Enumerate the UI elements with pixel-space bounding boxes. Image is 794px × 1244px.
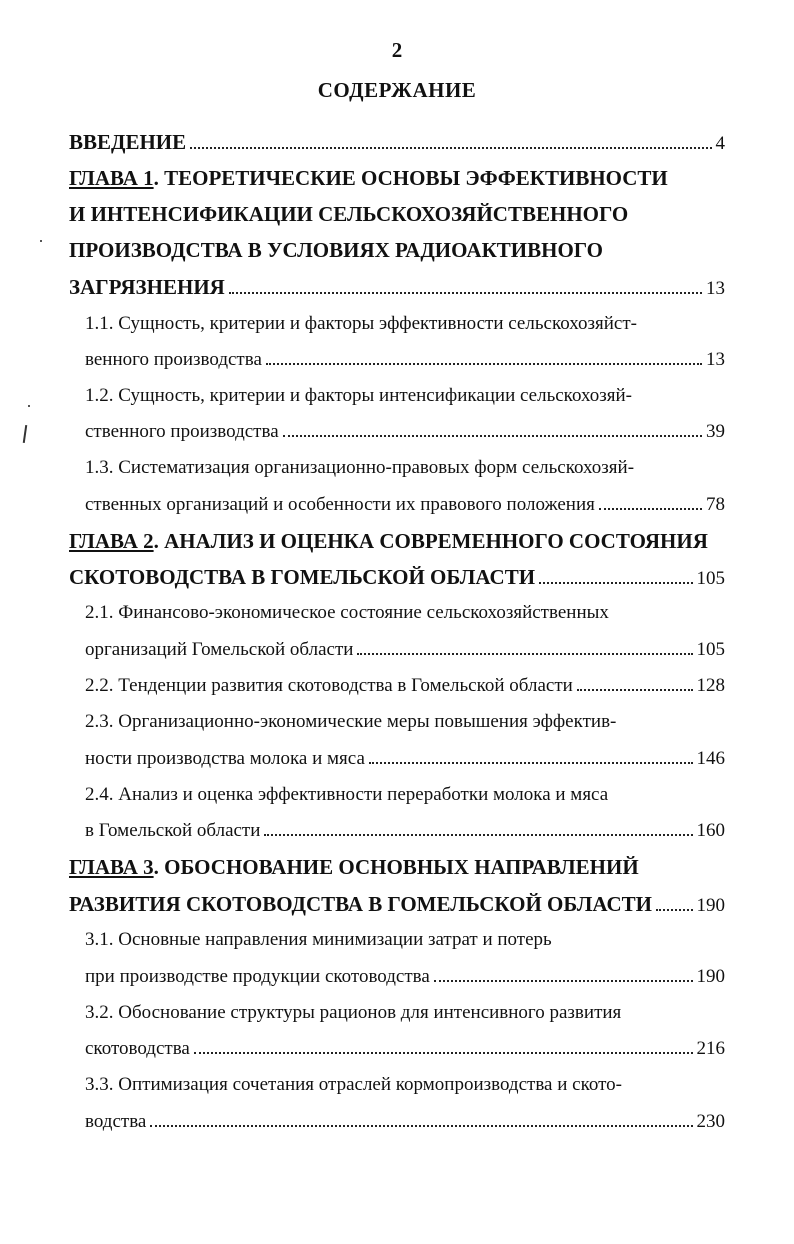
chapter-label: ГЛАВА 3 [69,855,154,879]
toc-page-number: 105 [696,639,725,660]
leader-dots [229,291,702,294]
leader-dots [656,908,693,911]
page-title: СОДЕРЖАНИЕ [317,78,477,102]
toc-section-2-4-line-1[interactable]: 2.4. Анализ и оценка эффективности переработки молока и мяса [85,784,609,805]
toc-page-number: 105 [696,568,725,589]
leader-dots [190,146,711,149]
chapter-title-part: . АНАЛИЗ И ОЦЕНКА СОВРЕМЕННОГО СОСТОЯНИЯ [153,529,708,553]
chapter-label: ГЛАВА 1 [69,166,154,190]
toc-chapter-1-line-3: ПРОИЗВОДСТВА В УСЛОВИЯХ РАДИОАКТИВНОГО [69,238,603,262]
section-title-part: при производстве продукции скотоводства [85,966,430,987]
chapter-title-part: ЗАГРЯЗНЕНИЯ [69,275,225,299]
toc-page-number: 4 [715,133,725,154]
toc-section-1-3-line-2[interactable] [85,490,725,520]
toc-section-1-2-line-2[interactable] [85,417,725,447]
page-number: 2 [391,38,403,62]
toc-page-number: 13 [706,278,725,299]
toc-section-2-1-line-2[interactable] [85,635,725,665]
toc-section-2-1-line-1[interactable]: 2.1. Финансово-экономическое состояние сельскохозяйственных [85,602,609,623]
toc-page-number: 39 [706,421,725,442]
leader-dots [266,362,702,365]
toc-chapter-3-line-1[interactable] [69,852,639,882]
toc-page-number: 146 [696,748,725,769]
toc-section-1-2-line-1[interactable]: 1.2. Сущность, критерии и факторы интенсификации сельскохозяй- [85,385,632,406]
section-title-part: ственного производства [85,421,279,442]
toc-page-number: 128 [696,675,725,696]
section-title-part: скотоводства [85,1038,190,1059]
chapter-title-part: СКОТОВОДСТВА В ГОМЕЛЬСКОЙ ОБЛАСТИ [69,565,536,589]
leader-dots [577,688,693,691]
chapter-title-part: . ОБОСНОВАНИЕ ОСНОВНЫХ НАПРАВЛЕНИЙ [153,855,639,879]
chapter-title-part: РАЗВИТИЯ СКОТОВОДСТВА В ГОМЕЛЬСКОЙ ОБЛАСТИ [69,892,652,916]
leader-dots [283,434,702,437]
toc-page-number: 13 [706,349,725,370]
section-title-part: водства [85,1111,147,1132]
toc-section-3-3-line-1[interactable]: 3.3. Оптимизация сочетания отраслей кормопроизводства и ското- [85,1074,622,1095]
toc-page-number: 230 [696,1111,725,1132]
toc-section-3-2-line-2[interactable] [85,1034,725,1064]
margin-speck [40,240,42,242]
leader-dots [369,761,693,764]
leader-dots [599,507,702,510]
toc-section-3-1-line-2[interactable] [85,962,725,992]
toc-section-1-3-line-1[interactable]: 1.3. Систематизация организационно-правовых форм сельскохозяй- [85,457,635,478]
chapter-title-part: . ТЕОРЕТИЧЕСКИЕ ОСНОВЫ ЭФФЕКТИВНОСТИ [153,166,668,190]
section-title-part: ственных организаций и особенности их правового положения [85,494,595,515]
toc-chapter-1-line-4[interactable] [69,272,725,302]
toc-chapter-2-line-1[interactable] [69,526,708,556]
section-title-part: в Гомельской области [85,820,261,841]
chapter-label: ГЛАВА 2 [69,529,154,553]
section-title-part: венного производства [85,349,262,370]
toc-chapter-1-line-2: И ИНТЕНСИФИКАЦИИ СЕЛЬСКОХОЗЯЙСТВЕННОГО [69,202,629,226]
toc-chapter-1-line-1[interactable] [69,163,668,193]
toc-page-number: 160 [696,820,725,841]
leader-dots [194,1051,693,1054]
toc-chapter-2-line-2[interactable] [69,562,725,592]
toc-entry-label: ВВЕДЕНИЕ [69,130,187,154]
toc-page-number: 190 [696,966,725,987]
toc-section-1-1-line-1[interactable]: 1.1. Сущность, критерии и факторы эффективности сельскохозяйст- [85,313,637,334]
toc-entry-intro[interactable] [69,127,725,157]
toc-chapter-3-line-2[interactable] [69,889,725,919]
leader-dots [434,979,693,982]
leader-dots [539,581,692,584]
leader-dots [264,833,692,836]
toc-section-2-3-line-2[interactable] [85,744,725,774]
section-title-part: организаций Гомельской области [85,639,354,660]
toc-page-number: 78 [706,494,725,515]
toc-section-2-2[interactable] [85,671,725,701]
leader-dots [150,1124,692,1127]
toc-section-3-3-line-2[interactable] [85,1107,725,1137]
toc-section-3-2-line-1[interactable]: 3.2. Обоснование структуры рационов для интенсивного развития [85,1002,622,1023]
margin-pencil-mark [23,425,27,443]
leader-dots [357,652,692,655]
toc-section-2-4-line-2[interactable] [85,816,725,846]
toc-section-2-3-line-1[interactable]: 2.3. Организационно-экономические меры повышения эффектив- [85,711,617,732]
toc-section-3-1-line-1[interactable]: 3.1. Основные направления минимизации затрат и потерь [85,929,552,950]
toc-page-number: 190 [696,895,725,916]
toc-page-number: 216 [696,1038,725,1059]
toc-section-1-1-line-2[interactable] [85,345,725,375]
section-title-part: ности производства молока и мяса [85,748,365,769]
margin-speck [28,405,30,407]
section-title-part: 2.2. Тенденции развития скотоводства в Гомельской области [85,675,573,696]
